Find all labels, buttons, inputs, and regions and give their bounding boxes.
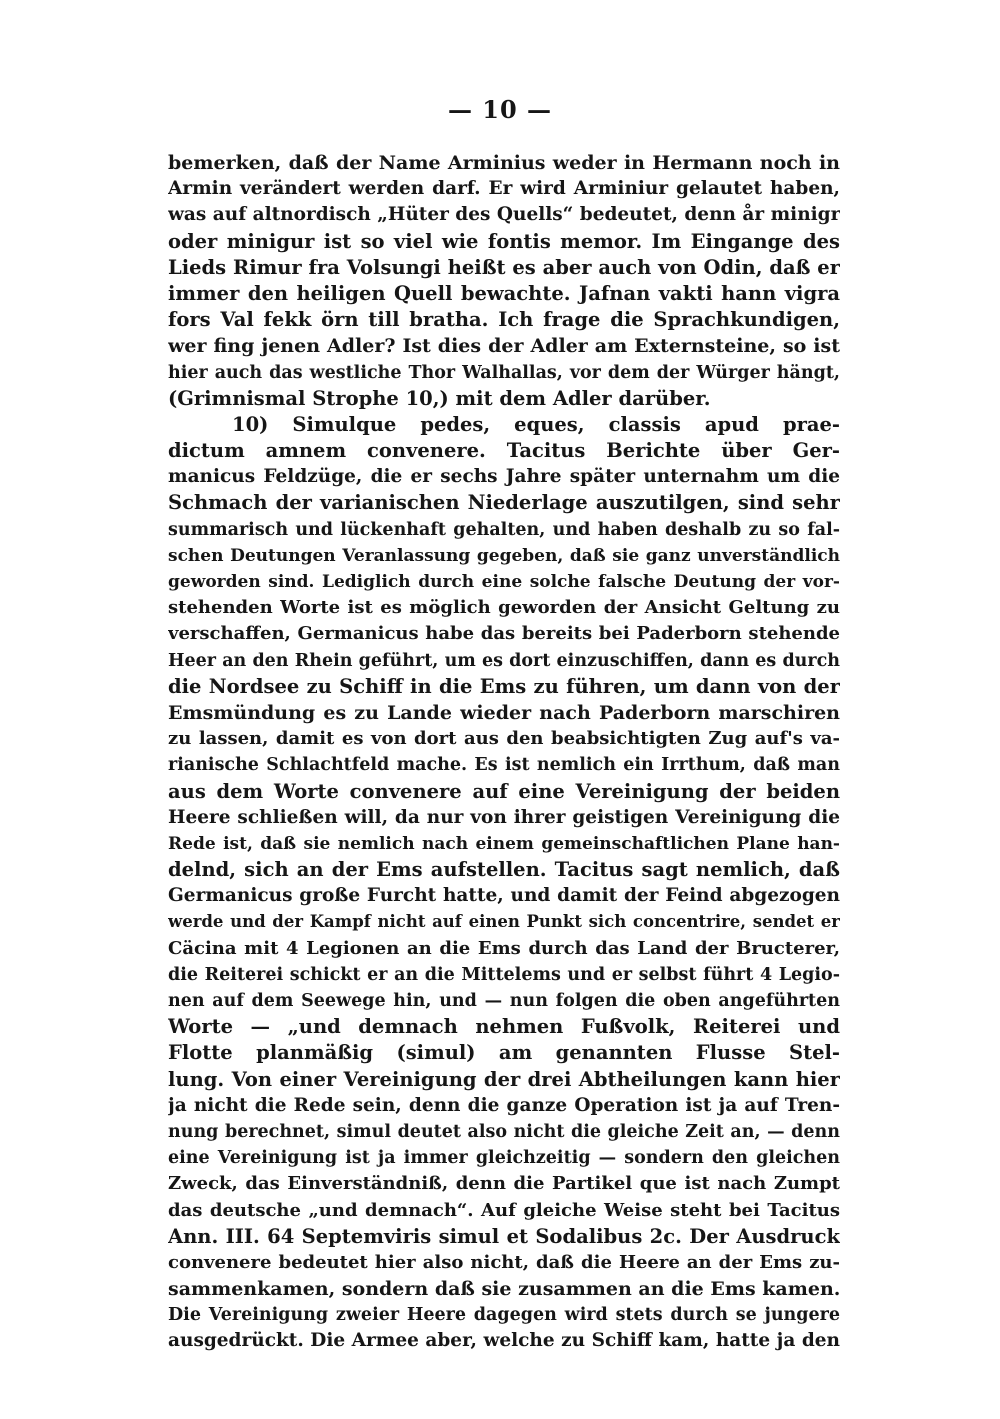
text-line: oder minigur ist so viel wie fontis memor. Im Eingange des — [168, 229, 840, 253]
text-line: was auf altnordisch „Hüter des Quells“ bedeutet, denn år minigr — [168, 204, 840, 226]
text-line: lung. Von einer Vereinigung der drei Abtheilungen kann hier — [168, 1067, 840, 1091]
text-line: ja nicht die Rede sein, denn die ganze Operation ist ja auf Tren- — [168, 1094, 840, 1116]
body-text — [168, 150, 840, 1355]
text-line: schen Deutungen Veranlassung gegeben, daß sie ganz unverständlich — [168, 545, 840, 566]
page-number: — 10 — — [447, 95, 553, 124]
text-line: Schmach der varianischen Niederlage auszutilgen, sind sehr — [168, 491, 840, 515]
text-line: werde und der Kampf nicht auf einen Punkt sich concentrire, sendet er — [168, 912, 840, 932]
text-line: stehenden Worte ist es möglich geworden der Ansicht Geltung zu — [168, 597, 840, 619]
text-line: Ann. III. 64 Septemviris simul et Sodalibus 2c. Der Ausdruck — [168, 1224, 840, 1248]
text-line: wer fing jenen Adler? Ist dies der Adler am Externsteine, so ist — [168, 335, 840, 358]
text-line: immer den heiligen Quell bewachte. Jafnan vakti hann vigra — [168, 281, 840, 305]
text-line: Flotte planmäßig (simul) am genannten Flusse Stel- — [168, 1041, 840, 1065]
text-line: Heer an den Rhein geführt, um es dort einzuschiffen, dann es durch — [168, 650, 840, 671]
text-line: nung berechnet, simul deutet also nicht die gleiche Zeit an, — denn — [168, 1121, 840, 1142]
text-line: manicus Feldzüge, die er sechs Jahre später unternahm um die — [168, 466, 840, 488]
text-line: geworden sind. Lediglich durch eine solche falsche Deutung der vor- — [168, 572, 840, 592]
text-line: Die Vereinigung zweier Heere dagegen wird stets durch se jungere — [168, 1305, 840, 1326]
text-line: Armin verändert werden darf. Er wird Arminiur gelautet haben, — [168, 178, 840, 200]
text-line: nen auf dem Seewege hin, und — nun folgen die oben angeführten — [168, 991, 840, 1011]
text-line: Cäcina mit 4 Legionen an die Ems durch das Land der Bructerer, — [168, 937, 840, 959]
text-line: convenere bedeutet hier also nicht, daß die Heere an der Ems zu- — [168, 1251, 840, 1273]
text-line: sammenkamen, sondern daß sie zusammen an die Ems kamen. — [168, 1278, 840, 1301]
text-line: Zweck, das Einverständniß, denn die Partikel que ist nach Zumpt — [168, 1173, 840, 1195]
text-line: 10) Simulque pedes, eques, classis apud prae- — [232, 412, 840, 436]
text-line: Lieds Rimur fra Volsungi heißt es aber auch von Odin, daß er — [168, 255, 840, 279]
text-line: (Grimnismal Strophe 10,) mit dem Adler darüber. — [168, 386, 711, 410]
text-line: zu lassen, damit es von dort aus den beabsichtigten Zug auf's va- — [168, 728, 840, 750]
text-line: rianische Schlachtfeld mache. Es ist nemlich ein Irrthum, daß man — [168, 755, 840, 776]
text-line: dictum amnem convenere. Tacitus Berichte über Ger- — [168, 439, 840, 463]
text-line: das deutsche „und demnach“. Auf gleiche Weise steht bei Tacitus — [168, 1199, 840, 1221]
text-line: verschaffen, Germanicus habe das bereits bei Paderborn stehende — [168, 623, 840, 645]
text-line: Heere schließen will, da nur von ihrer geistigen Vereinigung die — [168, 806, 840, 828]
text-line: Worte — „und demnach nehmen Fußvolk, Reiterei und — [168, 1015, 840, 1039]
text-line: Rede ist, daß sie nemlich nach einem gemeinschaftlichen Plane han- — [168, 833, 840, 854]
text-line: die Nordsee zu Schiff in die Ems zu führen, um dann von der — [168, 674, 840, 698]
text-line: aus dem Worte convenere auf eine Vereinigung der beiden — [168, 779, 840, 803]
text-line: eine Vereinigung ist ja immer gleichzeitig — sondern den gleichen — [168, 1148, 840, 1169]
text-line: summarisch und lückenhaft gehalten, und haben deshalb zu so fal- — [168, 519, 840, 540]
text-line: fors Val fekk örn till bratha. Ich frage die Sprachkundigen, — [168, 308, 840, 332]
text-line: delnd, sich an der Ems aufstellen. Tacitus sagt nemlich, daß — [168, 858, 840, 882]
text-line: bemerken, daß der Name Arminius weder in Hermann noch in — [168, 152, 840, 174]
text-line: Germanicus große Furcht hatte, und damit der Feind abgezogen — [168, 885, 840, 907]
text-line: hier auch das westliche Thor Walhallas, vor dem der Würger hängt, — [168, 362, 840, 383]
text-line: ausgedrückt. Die Armee aber, welche zu Schiff kam, hatte ja den — [168, 1330, 840, 1352]
text-line: die Reiterei schickt er an die Mittelems und er selbst führt 4 Legio- — [168, 964, 840, 985]
text-line: Emsmündung es zu Lande wieder nach Paderborn marschiren — [168, 701, 840, 724]
